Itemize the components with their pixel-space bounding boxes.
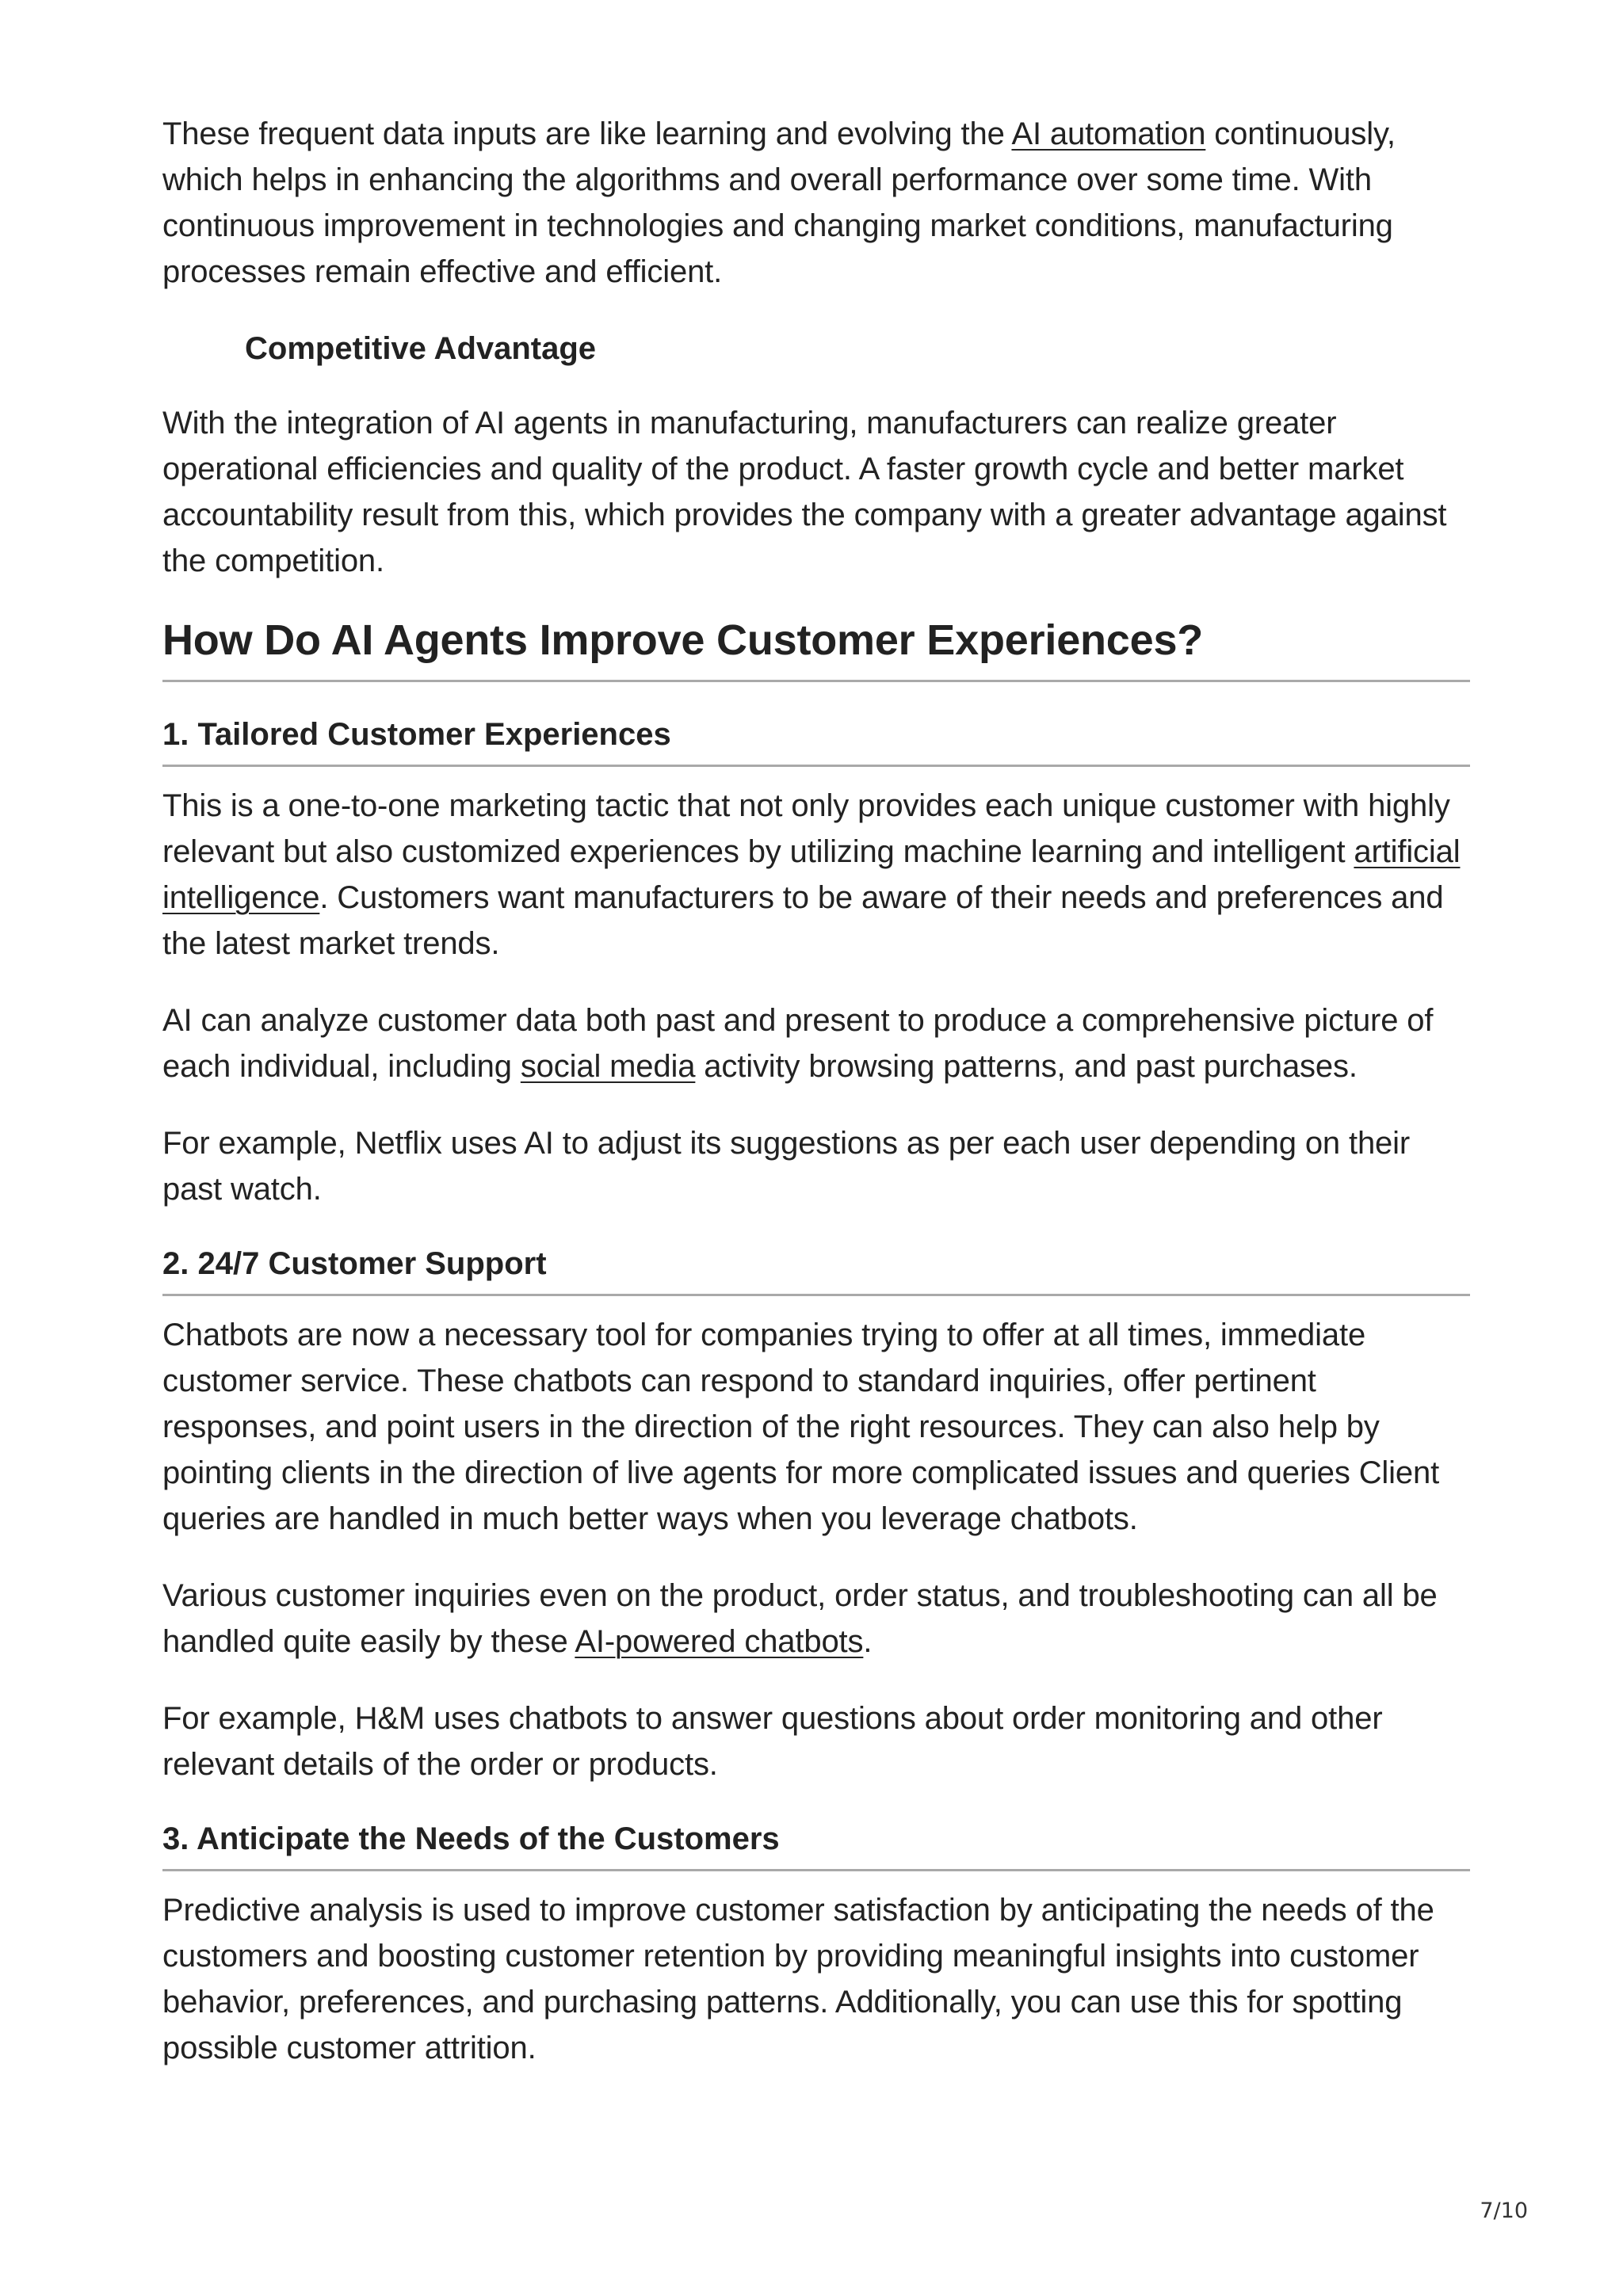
competitive-advantage-paragraph: With the integration of AI agents in manufacturing, manufacturers can realize greater operational efficiencies and quality of the product. A faster growth cycle and better market accountability result from this, which provides the company with a greater advantage against the competition. xyxy=(162,406,1447,578)
ai-automation-link[interactable]: AI automation xyxy=(1011,116,1206,151)
ai-powered-chatbots-link[interactable]: AI-powered chatbots xyxy=(575,1624,864,1659)
social-media-link[interactable]: social media xyxy=(520,1049,696,1084)
artificial-intelligence-link[interactable]: artificial intelligence xyxy=(162,834,1461,915)
tailored-paragraph-1: This is a one-to-one marketing tactic that not only provides each unique customer with highly relevant but also customized experiences by utilizing machine learning and intelligent artificial intelligence. Customers want manufacturers to be aware of their needs and preferences and the latest market trends. xyxy=(162,788,1461,961)
document-page xyxy=(162,111,1470,2102)
intro-paragraph: These frequent data inputs are like learning and evolving the AI automation continuously, which helps in enhancing the algorithms and overall performance over some time. With continuous improvement in technologies and changing market conditions, manufacturing processes remain effective and efficient. xyxy=(162,116,1396,289)
main-heading: How Do AI Agents Improve Customer Experiences? xyxy=(162,615,1470,682)
competitive-advantage-heading: Competitive Advantage xyxy=(245,331,597,366)
section-heading-support: 2. 24/7 Customer Support xyxy=(162,1243,1470,1296)
section-heading-anticipate: 3. Anticipate the Needs of the Customers xyxy=(162,1818,1470,1871)
support-paragraph-2: Various customer inquiries even on the product, order status, and troubleshooting can all be handled quite easily by these AI-powered chatbots. xyxy=(162,1578,1438,1659)
tailored-paragraph-2: AI can analyze customer data both past and present to produce a comprehensive picture of each individual, including social media activity browsing patterns, and past purchases. xyxy=(162,1003,1434,1084)
support-paragraph-1: Chatbots are now a necessary tool for companies trying to offer at all times, immediate customer service. These chatbots can respond to standard inquiries, offer pertinent responses, and point users in the direction of the right resources. They can also help by pointing clients in the direction of live agents for more complicated issues and queries Client queries are handled in much better ways when you leverage chatbots. xyxy=(162,1318,1440,1536)
page-number: 7/10 xyxy=(1480,2199,1528,2223)
anticipate-paragraph-1: Predictive analysis is used to improve customer satisfaction by anticipating the needs of the customers and boosting customer retention by providing meaningful insights into customer behavior, preferences, and purchasing patterns. Additionally, you can use this for spotting possible customer attrition. xyxy=(162,1893,1434,2065)
tailored-paragraph-3: For example, Netflix uses AI to adjust its suggestions as per each user depending on their past watch. xyxy=(162,1126,1411,1207)
support-paragraph-3: For example, H&M uses chatbots to answer questions about order monitoring and other relevant details of the order or products. xyxy=(162,1701,1383,1782)
section-heading-tailored: 1. Tailored Customer Experiences xyxy=(162,714,1470,767)
